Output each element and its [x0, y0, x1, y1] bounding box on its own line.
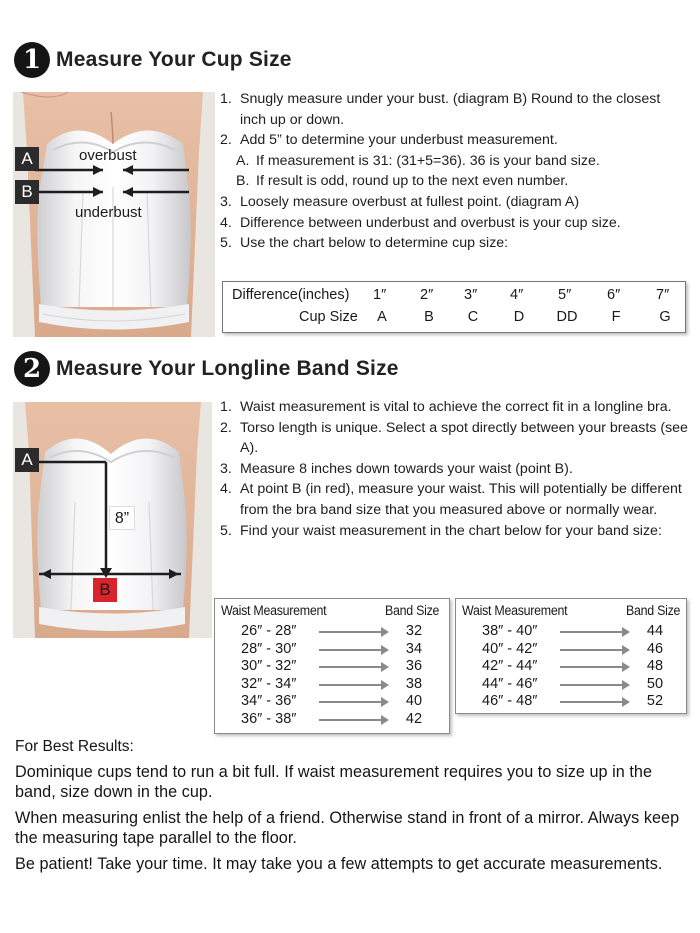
step-number: 3.: [220, 193, 232, 210]
band-size-value: 38: [405, 675, 423, 692]
band-table-row: [456, 658, 686, 675]
cup-size-value: C: [467, 309, 479, 325]
cup-size-value: D: [513, 309, 525, 325]
diagram-label-a: A: [21, 149, 33, 168]
band-table-row: [456, 641, 686, 658]
step-number: A.: [236, 152, 250, 169]
waist-range: 44″ - 46″: [482, 675, 538, 692]
waist-range: 38″ - 40″: [482, 623, 538, 639]
step-number: 5.: [220, 235, 232, 252]
band-size-value: 36: [405, 658, 423, 674]
band-size-value: 34: [405, 640, 423, 657]
band-size-value: 46: [646, 640, 664, 657]
eight-inch-label: 8”: [109, 506, 135, 530]
waist-range: 36″ - 38″: [241, 710, 297, 727]
band-table-row: [215, 676, 449, 693]
instruction-step: [220, 479, 690, 520]
underbust-label: underbust: [75, 204, 142, 221]
step-text: Snugly measure under your bust. (diagram B) Round to the closest inch up or down.: [240, 91, 661, 128]
difference-row: [223, 287, 685, 309]
cup-size-row: [223, 309, 685, 331]
arrow-icon: [319, 684, 383, 686]
band-size-value: 50: [646, 675, 664, 692]
tip-paragraph: Be patient! Take your time. It may take you a few attempts to get accurate measurements.: [15, 855, 663, 873]
tips-title: For Best Results:: [15, 738, 134, 755]
arrow-icon: [560, 649, 624, 651]
arrow-icon: [319, 701, 383, 703]
band-size-header: Band Size: [626, 603, 681, 618]
step-text: If measurement is 31: (31+5=36). 36 is your band size.: [256, 152, 600, 169]
cup-size-value: F: [611, 309, 621, 325]
step-text: Difference between underbust and overbust is your cup size.: [240, 214, 621, 231]
instruction-step: [220, 418, 690, 459]
band-size-instructions: [220, 397, 690, 541]
section-2-title: Measure Your Longline Band Size: [56, 357, 399, 380]
instruction-step: [220, 459, 690, 480]
step-number-badge: 1: [14, 42, 50, 78]
step-text: Add 5” to determine your underbust measurement.: [240, 132, 558, 149]
best-results-tips: [15, 738, 690, 882]
step-text: Use the chart below to determine cup size:: [240, 235, 509, 252]
step-number: 1.: [220, 399, 232, 415]
difference-value: 2″: [420, 287, 434, 303]
band-size-diagram-photo: [13, 402, 212, 638]
instruction-step: [220, 130, 690, 151]
band-table-row: [215, 658, 449, 675]
band-table-row: [215, 623, 449, 640]
step-number: 4.: [220, 481, 232, 498]
instruction-step: [220, 397, 690, 418]
band-size-value: 40: [405, 693, 423, 709]
arrow-icon: [560, 684, 624, 686]
band-table-row: [215, 693, 449, 710]
waist-range: 26″ - 28″: [241, 623, 297, 639]
diagram-label-b: B: [21, 182, 33, 201]
instruction-step: [220, 213, 690, 234]
step-text: At point B (in red), measure your waist. This will potentially be different from the bra band size that you measured above or normally wear.: [240, 481, 682, 518]
waist-range: 40″ - 42″: [482, 640, 538, 657]
arrow-icon: [319, 666, 383, 668]
waist-range: 34″ - 36″: [241, 693, 297, 709]
diagram-label-b: B: [99, 580, 111, 599]
difference-value: 5″: [558, 287, 572, 303]
band-size-value: 52: [646, 693, 664, 709]
step-number: 3.: [220, 460, 232, 477]
band-size-value: 42: [405, 710, 423, 727]
waist-range: 42″ - 44″: [482, 658, 538, 674]
step-number: B.: [236, 173, 250, 190]
step-text: Torso length is unique. Select a spot directly between your breasts (see A).: [240, 419, 688, 457]
waist-measurement-header: Waist Measurement: [462, 603, 568, 618]
step-text: Measure 8 inches down towards your waist (point B).: [240, 460, 573, 477]
difference-value: 4″: [510, 287, 524, 303]
waist-measurement-header: Waist Measurement: [221, 603, 327, 618]
band-size-header: Band Size: [385, 603, 440, 618]
difference-value: 7″: [656, 287, 670, 303]
step-text: Find your waist measurement in the chart below for your band size:: [240, 522, 662, 539]
cup-size-value: DD: [556, 309, 578, 325]
arrow-icon: [319, 631, 383, 633]
band-size-value: 32: [405, 623, 423, 639]
band-size-value: 48: [646, 658, 664, 674]
arrow-icon: [560, 666, 624, 668]
band-size-chart-2: [455, 598, 687, 714]
difference-label: Difference(inches): [232, 287, 350, 303]
band-table-row: [215, 711, 449, 728]
instruction-step: [220, 151, 690, 172]
waist-range: 28″ - 30″: [241, 640, 297, 657]
waist-range: 30″ - 32″: [241, 658, 297, 674]
step-text: If result is odd, round up to the next even number.: [256, 173, 569, 190]
cup-size-instructions: [220, 89, 690, 254]
section-1-title: Measure Your Cup Size: [56, 48, 292, 71]
cup-size-value: A: [377, 309, 387, 325]
step-number: 2.: [220, 419, 232, 436]
step-number: 2.: [220, 132, 232, 149]
step-text: Loosely measure overbust at fullest point. (diagram A): [240, 193, 580, 210]
instruction-step: [220, 89, 690, 130]
arrow-icon: [319, 719, 383, 721]
arrow-icon: [319, 649, 383, 651]
band-size-chart-1: [214, 598, 450, 734]
section-1-heading: [14, 42, 292, 78]
cup-size-value: G: [659, 309, 671, 325]
step-number: 1.: [220, 91, 232, 107]
cup-size-diagram-photo: [13, 92, 215, 337]
band-table-row: [456, 676, 686, 693]
difference-value: 6″: [607, 287, 621, 303]
arrow-icon: [560, 631, 624, 633]
band-size-value: 44: [646, 623, 664, 639]
difference-value: 3″: [464, 287, 478, 303]
step-number-badge: 2: [14, 351, 50, 387]
cup-size-chart: [222, 281, 686, 333]
step-number: 4.: [220, 214, 232, 231]
tip-paragraph: When measuring enlist the help of a friend. Otherwise stand in front of a mirror. Always keep the measuring tape parallel to the floor.: [15, 809, 680, 847]
waist-range: 46″ - 48″: [482, 693, 538, 709]
instruction-step: [220, 192, 690, 213]
overbust-label: overbust: [79, 147, 137, 164]
step-text: Waist measurement is vital to achieve the correct fit in a longline bra.: [240, 399, 672, 415]
section-2-heading: [14, 351, 399, 387]
cup-size-label: Cup Size: [299, 309, 358, 325]
band-table-row: [456, 623, 686, 640]
instruction-step: [220, 521, 690, 542]
waist-range: 32″ - 34″: [241, 675, 297, 692]
band-table-row: [215, 641, 449, 658]
step-number: 5.: [220, 522, 232, 539]
band-table-row: [456, 693, 686, 710]
diagram-label-a: A: [21, 450, 33, 469]
tip-paragraph: Dominique cups tend to run a bit full. If waist measurement requires you to size up in the band, size down in the cup.: [15, 763, 653, 801]
arrow-icon: [560, 701, 624, 703]
cup-size-value: B: [424, 309, 434, 325]
instruction-step: [220, 171, 690, 192]
difference-value: 1″: [373, 287, 387, 303]
instruction-step: [220, 233, 690, 254]
